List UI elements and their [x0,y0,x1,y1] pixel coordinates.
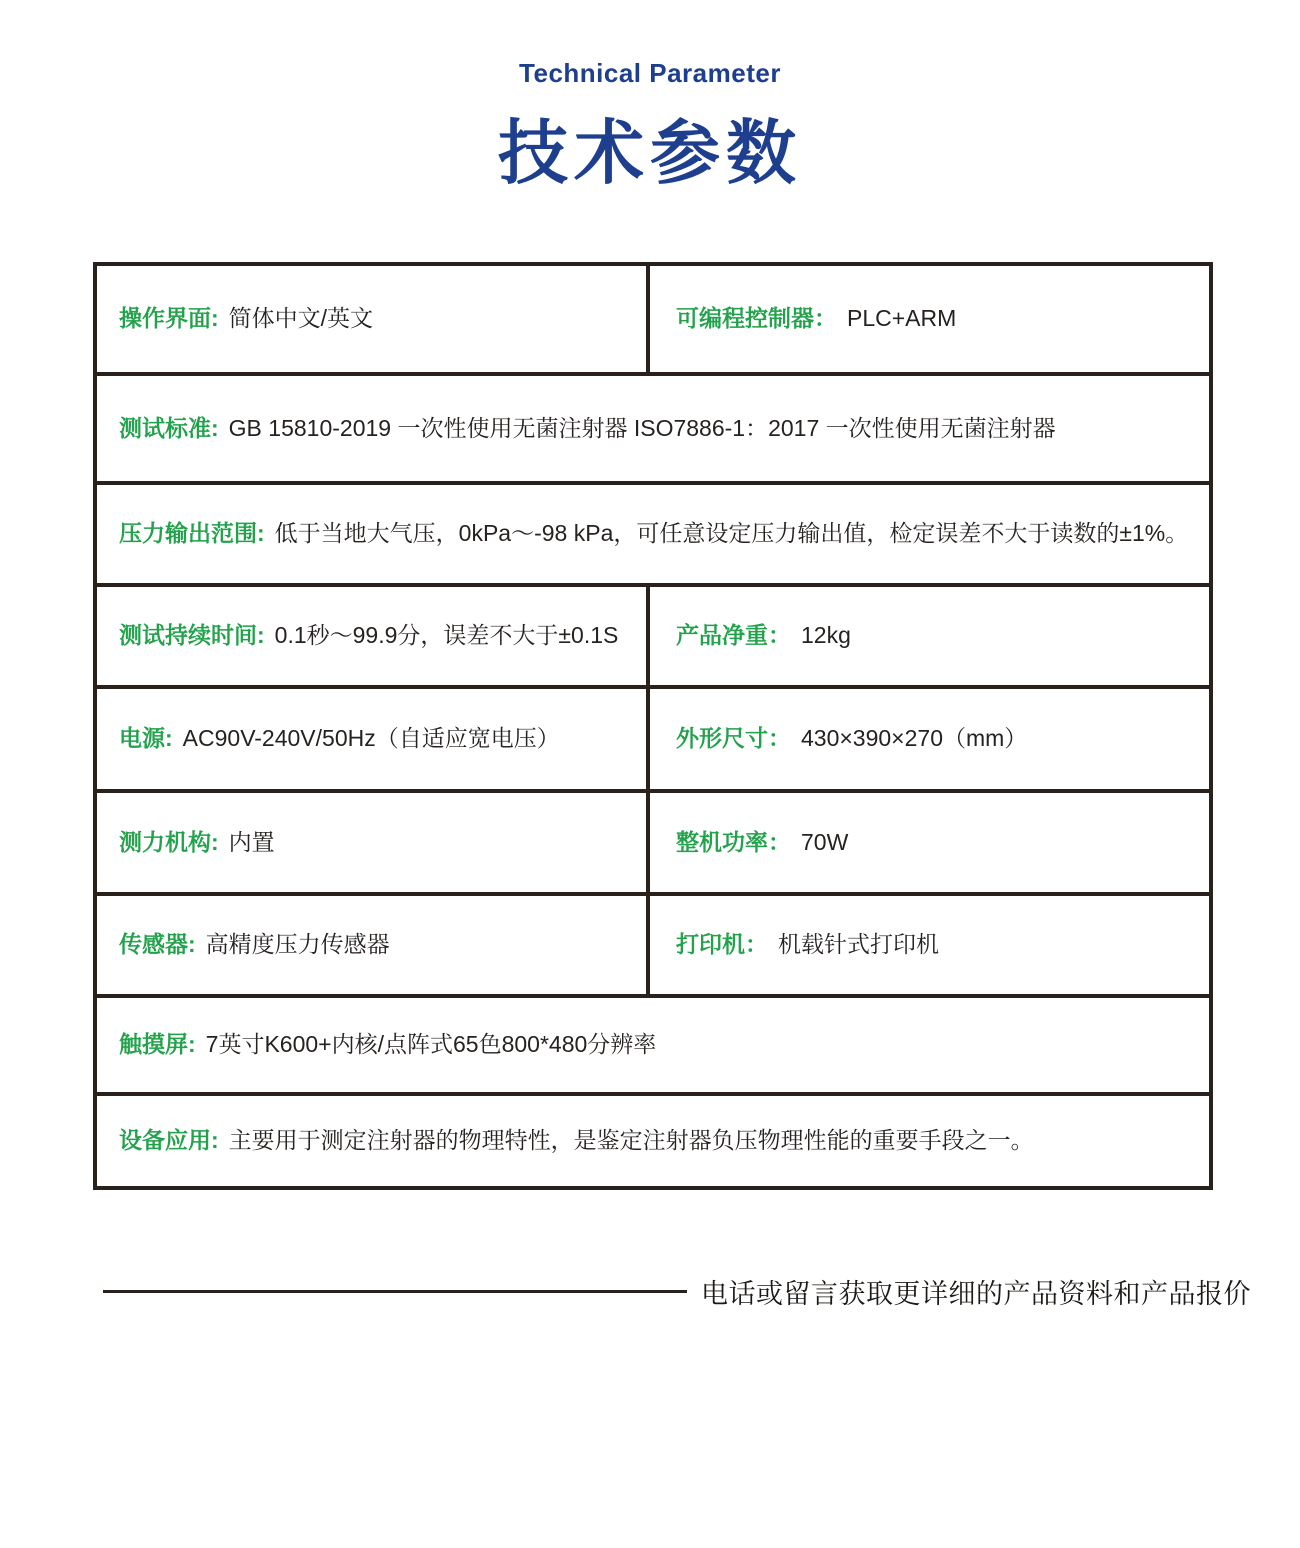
spec-value: 内置 [228,828,275,855]
spec-value: 主要用于测定注射器的物理特性，是鉴定注射器负压物理性能的重要手段之一。 [228,1127,1034,1154]
spec-cell-programmable-controller [650,266,1209,372]
table-row [97,372,1209,481]
spec-value: GB 15810-2019 一次性使用无菌注射器 ISO7886-1：2017 一次性使用无菌注射器 [228,414,1056,441]
spec-label: 可编程控制器： [676,305,837,332]
header-subtitle-en: Technical Parameter [519,58,781,88]
spec-label: 电源: [119,725,173,752]
spec-value: 430×390×270（mm） [801,725,1028,752]
spec-value: 70W [801,828,849,855]
spec-label: 外形尺寸： [676,725,791,752]
spec-cell-total-power [650,793,1209,892]
spec-label: 设备应用: [119,1127,219,1154]
spec-value: 简体中文/英文 [228,305,374,332]
spec-value: AC90V-240V/50Hz（自适应宽电压） [182,725,560,752]
spec-cell-net-weight [650,587,1209,685]
table-row [97,481,1209,583]
spec-cell-power-supply [97,689,650,789]
spec-label: 操作界面: [119,305,219,332]
footer-note: 电话或留言获取更详细的产品资料和产品报价 [701,1279,1251,1309]
page-title: 技术参数 [498,114,802,192]
footer [103,1272,1251,1311]
spec-cell-operation-interface [97,266,650,372]
spec-label: 打印机： [676,931,768,958]
table-row [97,892,1209,994]
spec-label: 测试持续时间: [119,622,265,649]
spec-value: 12kg [801,622,851,649]
spec-cell-printer [650,896,1209,994]
spec-cell-touch-screen [97,998,1209,1092]
spec-value: 高精度压力传感器 [205,931,390,958]
spec-value: 低于当地大气压，0kPa～-98 kPa，可任意设定压力输出值，检定误差不大于读数的±1%。 [274,520,1189,547]
spec-value: PLC+ARM [847,305,957,332]
table-row [97,266,1209,372]
spec-value: 7英寸K600+内核/点阵式65色800*480分辨率 [205,1031,657,1058]
page-header [0,58,1300,198]
spec-cell-test-duration [97,587,650,685]
table-row [97,583,1209,685]
table-row [97,1092,1209,1186]
table-row [97,789,1209,892]
table-row [97,994,1209,1092]
footer-divider-line [103,1290,687,1293]
spec-label: 传感器: [119,931,196,958]
spec-label: 测试标准: [119,414,219,441]
spec-label: 产品净重： [676,622,791,649]
spec-label: 触摸屏: [119,1031,196,1058]
spec-label: 压力输出范围: [119,520,265,547]
spec-cell-device-application [97,1096,1209,1186]
spec-cell-dimensions [650,689,1209,789]
spec-cell-pressure-output-range [97,485,1209,583]
spec-value: 机载针式打印机 [778,931,939,958]
table-row [97,685,1209,789]
spec-cell-force-mechanism [97,793,650,892]
spec-label: 测力机构: [119,828,219,855]
spec-value: 0.1秒～99.9分，误差不大于±0.1S [274,622,619,649]
spec-table [93,262,1213,1190]
spec-cell-test-standard [97,376,1209,481]
spec-cell-sensor [97,896,650,994]
spec-label: 整机功率： [676,828,791,855]
